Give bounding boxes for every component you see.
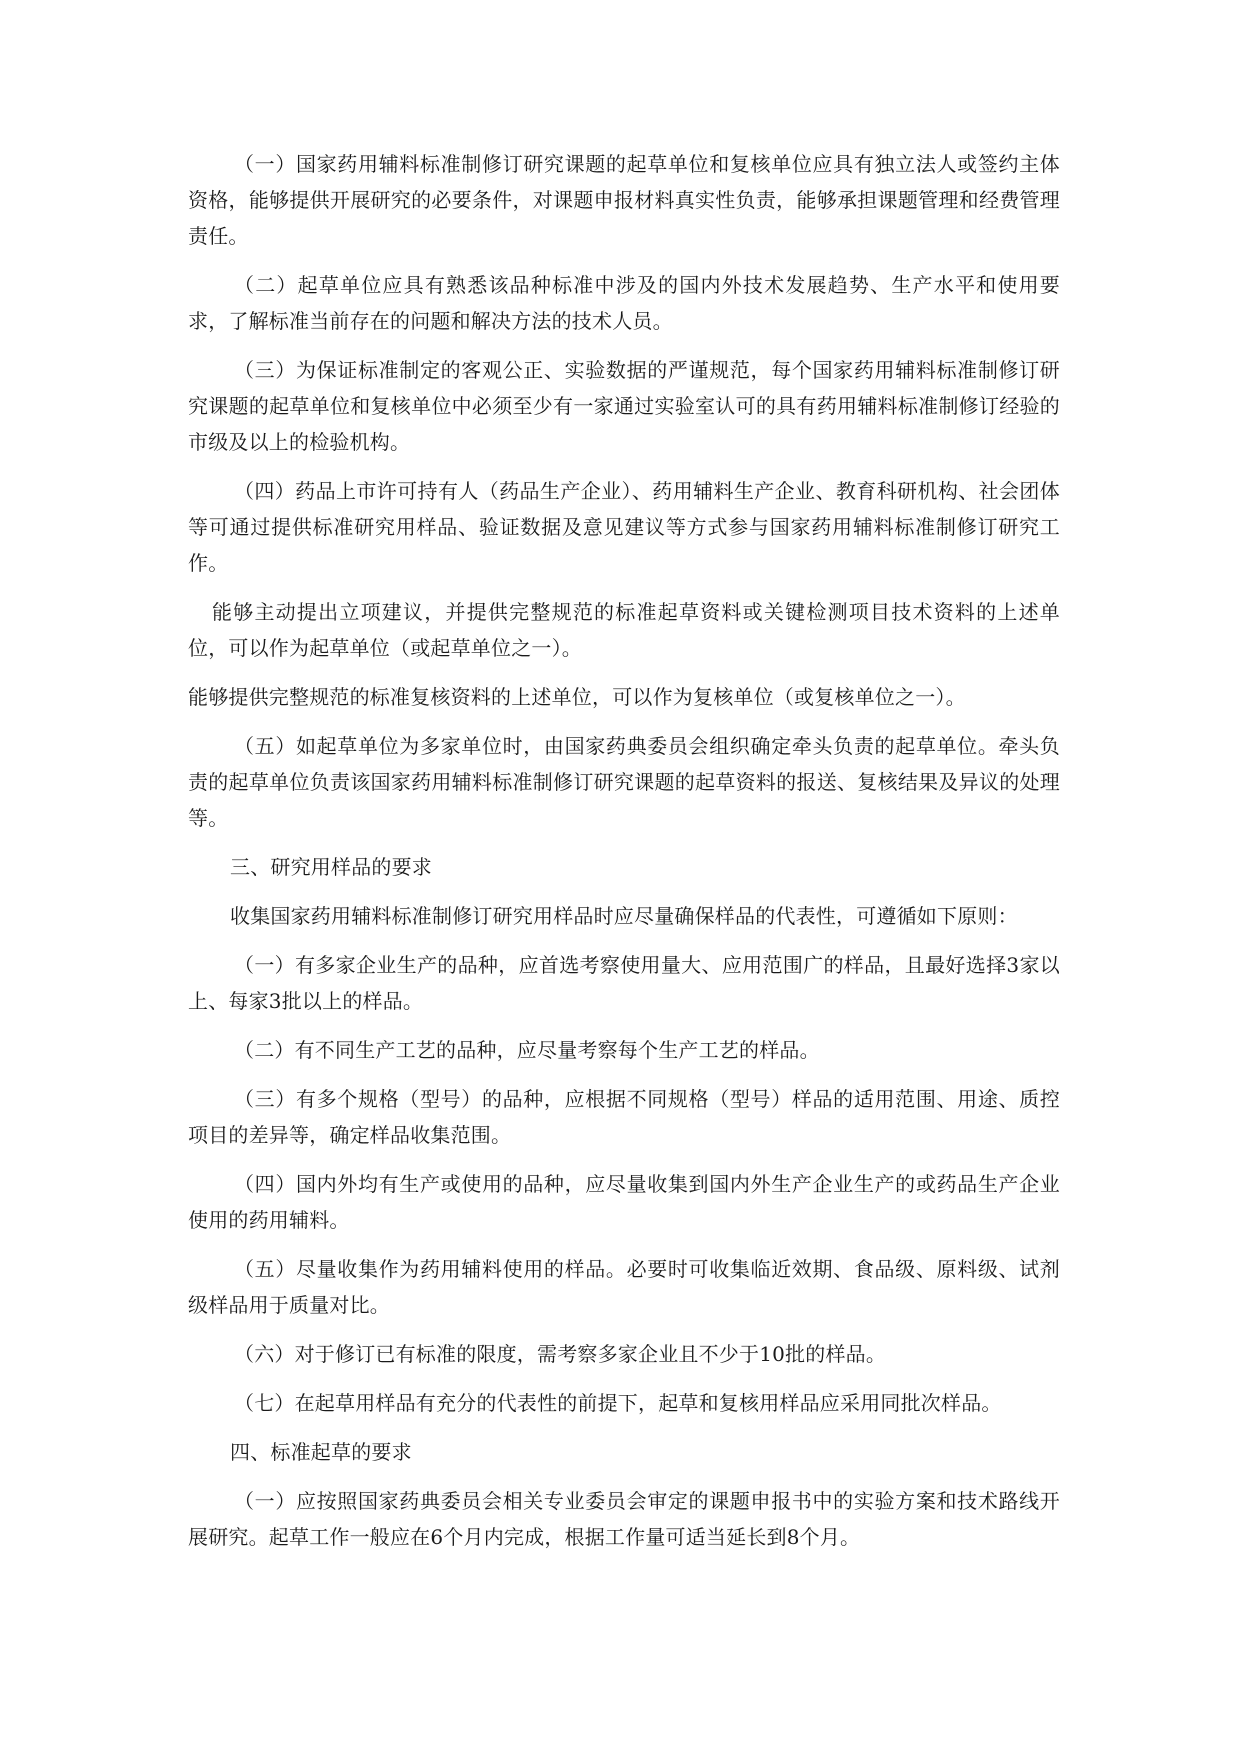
paragraph-review-unit-eligibility: 能够提供完整规范的标准复核资料的上述单位，可以作为复核单位（或复核单位之一）。: [188, 685, 966, 709]
paragraph-sample-rule-3: （三）有多个规格（型号）的品种，应根据不同规格（型号）样品的适用范围、用途、质控项目的差异等，确定样品收集范围。: [188, 1087, 1060, 1147]
paragraph-testing-institution: （三）为保证标准制定的客观公正、实验数据的严谨规范，每个国家药用辅料标准制修订研究课题的起草单位和复核单位中必须至少有一家通过实验室认可的具有药用辅料标准制修订经验的市级及以上的检验机构。: [188, 358, 1060, 454]
document-body: [188, 146, 1060, 1568]
paragraph-participation: （四）药品上市许可持有人（药品生产企业）、药用辅料生产企业、教育科研机构、社会团体等可通过提供标准研究用样品、验证数据及意见建议等方式参与国家药用辅料标准制修订研究工作。: [188, 479, 1060, 575]
paragraph-drafting-unit-eligibility: 能够主动提出立项建议，并提供完整规范的标准起草资料或关键检测项目技术资料的上述单位，可以作为起草单位（或起草单位之一）。: [188, 600, 1060, 660]
paragraph-qualification: （一）国家药用辅料标准制修订研究课题的起草单位和复核单位应具有独立法人或签约主体资格，能够提供开展研究的必要条件，对课题申报材料真实性负责，能够承担课题管理和经费管理责任。: [188, 152, 1060, 248]
paragraph-sample-rule-2: （二）有不同生产工艺的品种，应尽量考察每个生产工艺的样品。: [234, 1038, 820, 1062]
paragraph-lead-unit: （五）如起草单位为多家单位时，由国家药典委员会组织确定牵头负责的起草单位。牵头负责的起草单位负责该国家药用辅料标准制修订研究课题的起草资料的报送、复核结果及异议的处理等。: [188, 734, 1060, 830]
section-heading-drafting: 四、标准起草的要求: [230, 1440, 412, 1464]
paragraph-sample-rule-4: （四）国内外均有生产或使用的品种，应尽量收集到国内外生产企业生产的或药品生产企业使用的药用辅料。: [188, 1172, 1060, 1232]
paragraph-sample-rule-7: （七）在起草用样品有充分的代表性的前提下，起草和复核用样品应采用同批次样品。: [234, 1391, 1002, 1415]
paragraph-sample-principles: 收集国家药用辅料标准制修订研究用样品时应尽量确保样品的代表性，可遵循如下原则：: [230, 904, 1018, 928]
section-heading-samples: 三、研究用样品的要求: [230, 855, 432, 879]
paragraph-drafting-unit-staff: （二）起草单位应具有熟悉该品种标准中涉及的国内外技术发展趋势、生产水平和使用要求，了解标准当前存在的问题和解决方法的技术人员。: [188, 273, 1060, 333]
paragraph-drafting-rule-1: （一）应按照国家药典委员会相关专业委员会审定的课题申报书中的实验方案和技术路线开展研究。起草工作一般应在6个月内完成，根据工作量可适当延长到8个月。: [188, 1489, 1060, 1549]
paragraph-sample-rule-1: （一）有多家企业生产的品种，应首选考察使用量大、应用范围广的样品，且最好选择3家以上、每家3批以上的样品。: [188, 953, 1060, 1013]
paragraph-sample-rule-5: （五）尽量收集作为药用辅料使用的样品。必要时可收集临近效期、食品级、原料级、试剂级样品用于质量对比。: [188, 1257, 1060, 1317]
paragraph-sample-rule-6: （六）对于修订已有标准的限度，需考察多家企业且不少于10批的样品。: [234, 1342, 887, 1366]
